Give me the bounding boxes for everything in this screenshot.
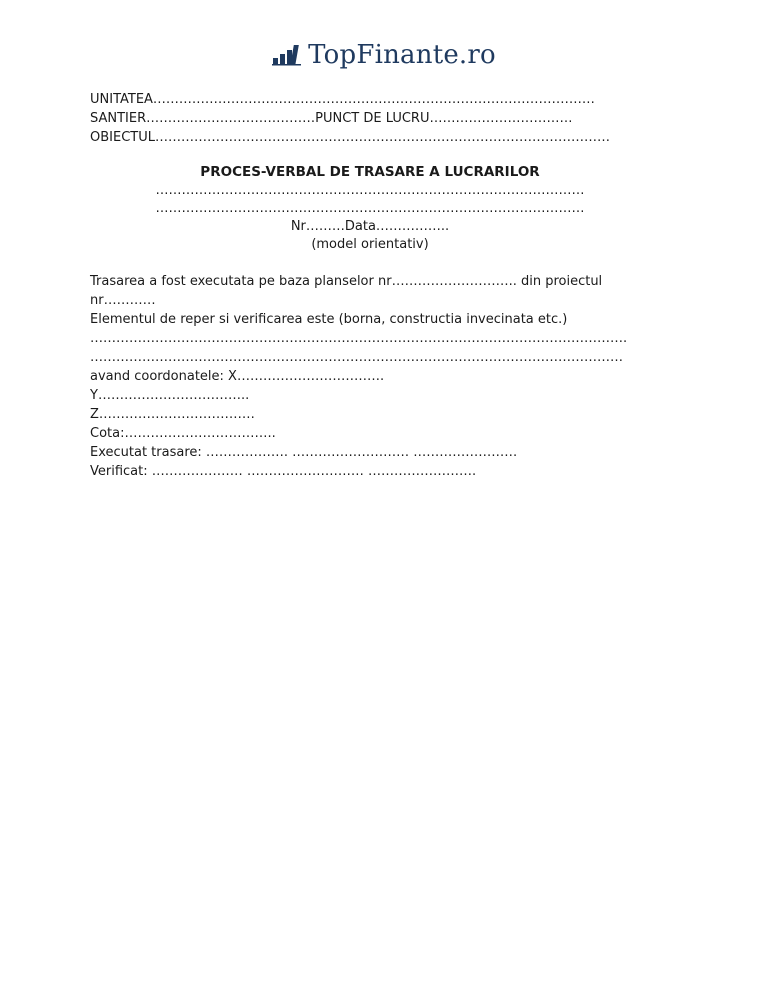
document-subtitle: (model orientativ) <box>311 237 429 252</box>
coordonate-y-line: Y…………………………….. <box>90 388 250 403</box>
bar-chart-icon <box>272 44 302 66</box>
element-reper-line: Elementul de reper si verificarea este (borna, constructia invecinata etc.) <box>90 312 568 327</box>
title-dots-line: ……………………………………………………………………………………… <box>155 183 585 198</box>
dots-line: …………………………………………………………………………………………………………… <box>90 350 623 365</box>
executat-trasare-line: Executat trasare: ………………. ……………………… …………………… <box>90 445 518 460</box>
santier-field: SANTIER…………………………………PUNCT DE LUCRU…………………………… <box>90 111 573 126</box>
cota-line: Cota:…………………………….. <box>90 426 276 441</box>
unitatea-field: UNITATEA………………………………………………………………………………………… <box>90 92 595 107</box>
logo-text: TopFinante.ro <box>308 40 496 70</box>
title-dots-line: ……………………………………………………………………………………… <box>155 201 585 216</box>
coordonate-x-line: avand coordonatele: X……………………………. <box>90 369 385 384</box>
obiectul-field: OBIECTUL…………………………………………………………………………………………… <box>90 130 610 145</box>
document-title: PROCES-VERBAL DE TRASARE A LUCRARILOR <box>200 164 540 180</box>
verificat-line: Verificat: ………………… ……………………… ……………………. <box>90 464 477 479</box>
nr-data-line: Nr………Data…………….. <box>290 219 450 234</box>
document-body <box>90 90 650 481</box>
dots-line: ……………………………………………………………………………………………………………. <box>90 331 628 346</box>
logo <box>0 42 768 68</box>
trasarea-paragraph: Trasarea a fost executata pe baza planselor nr……………………….. din proiectul nr………… <box>90 274 603 308</box>
coordonate-z-line: Z……………………………… <box>90 407 255 422</box>
